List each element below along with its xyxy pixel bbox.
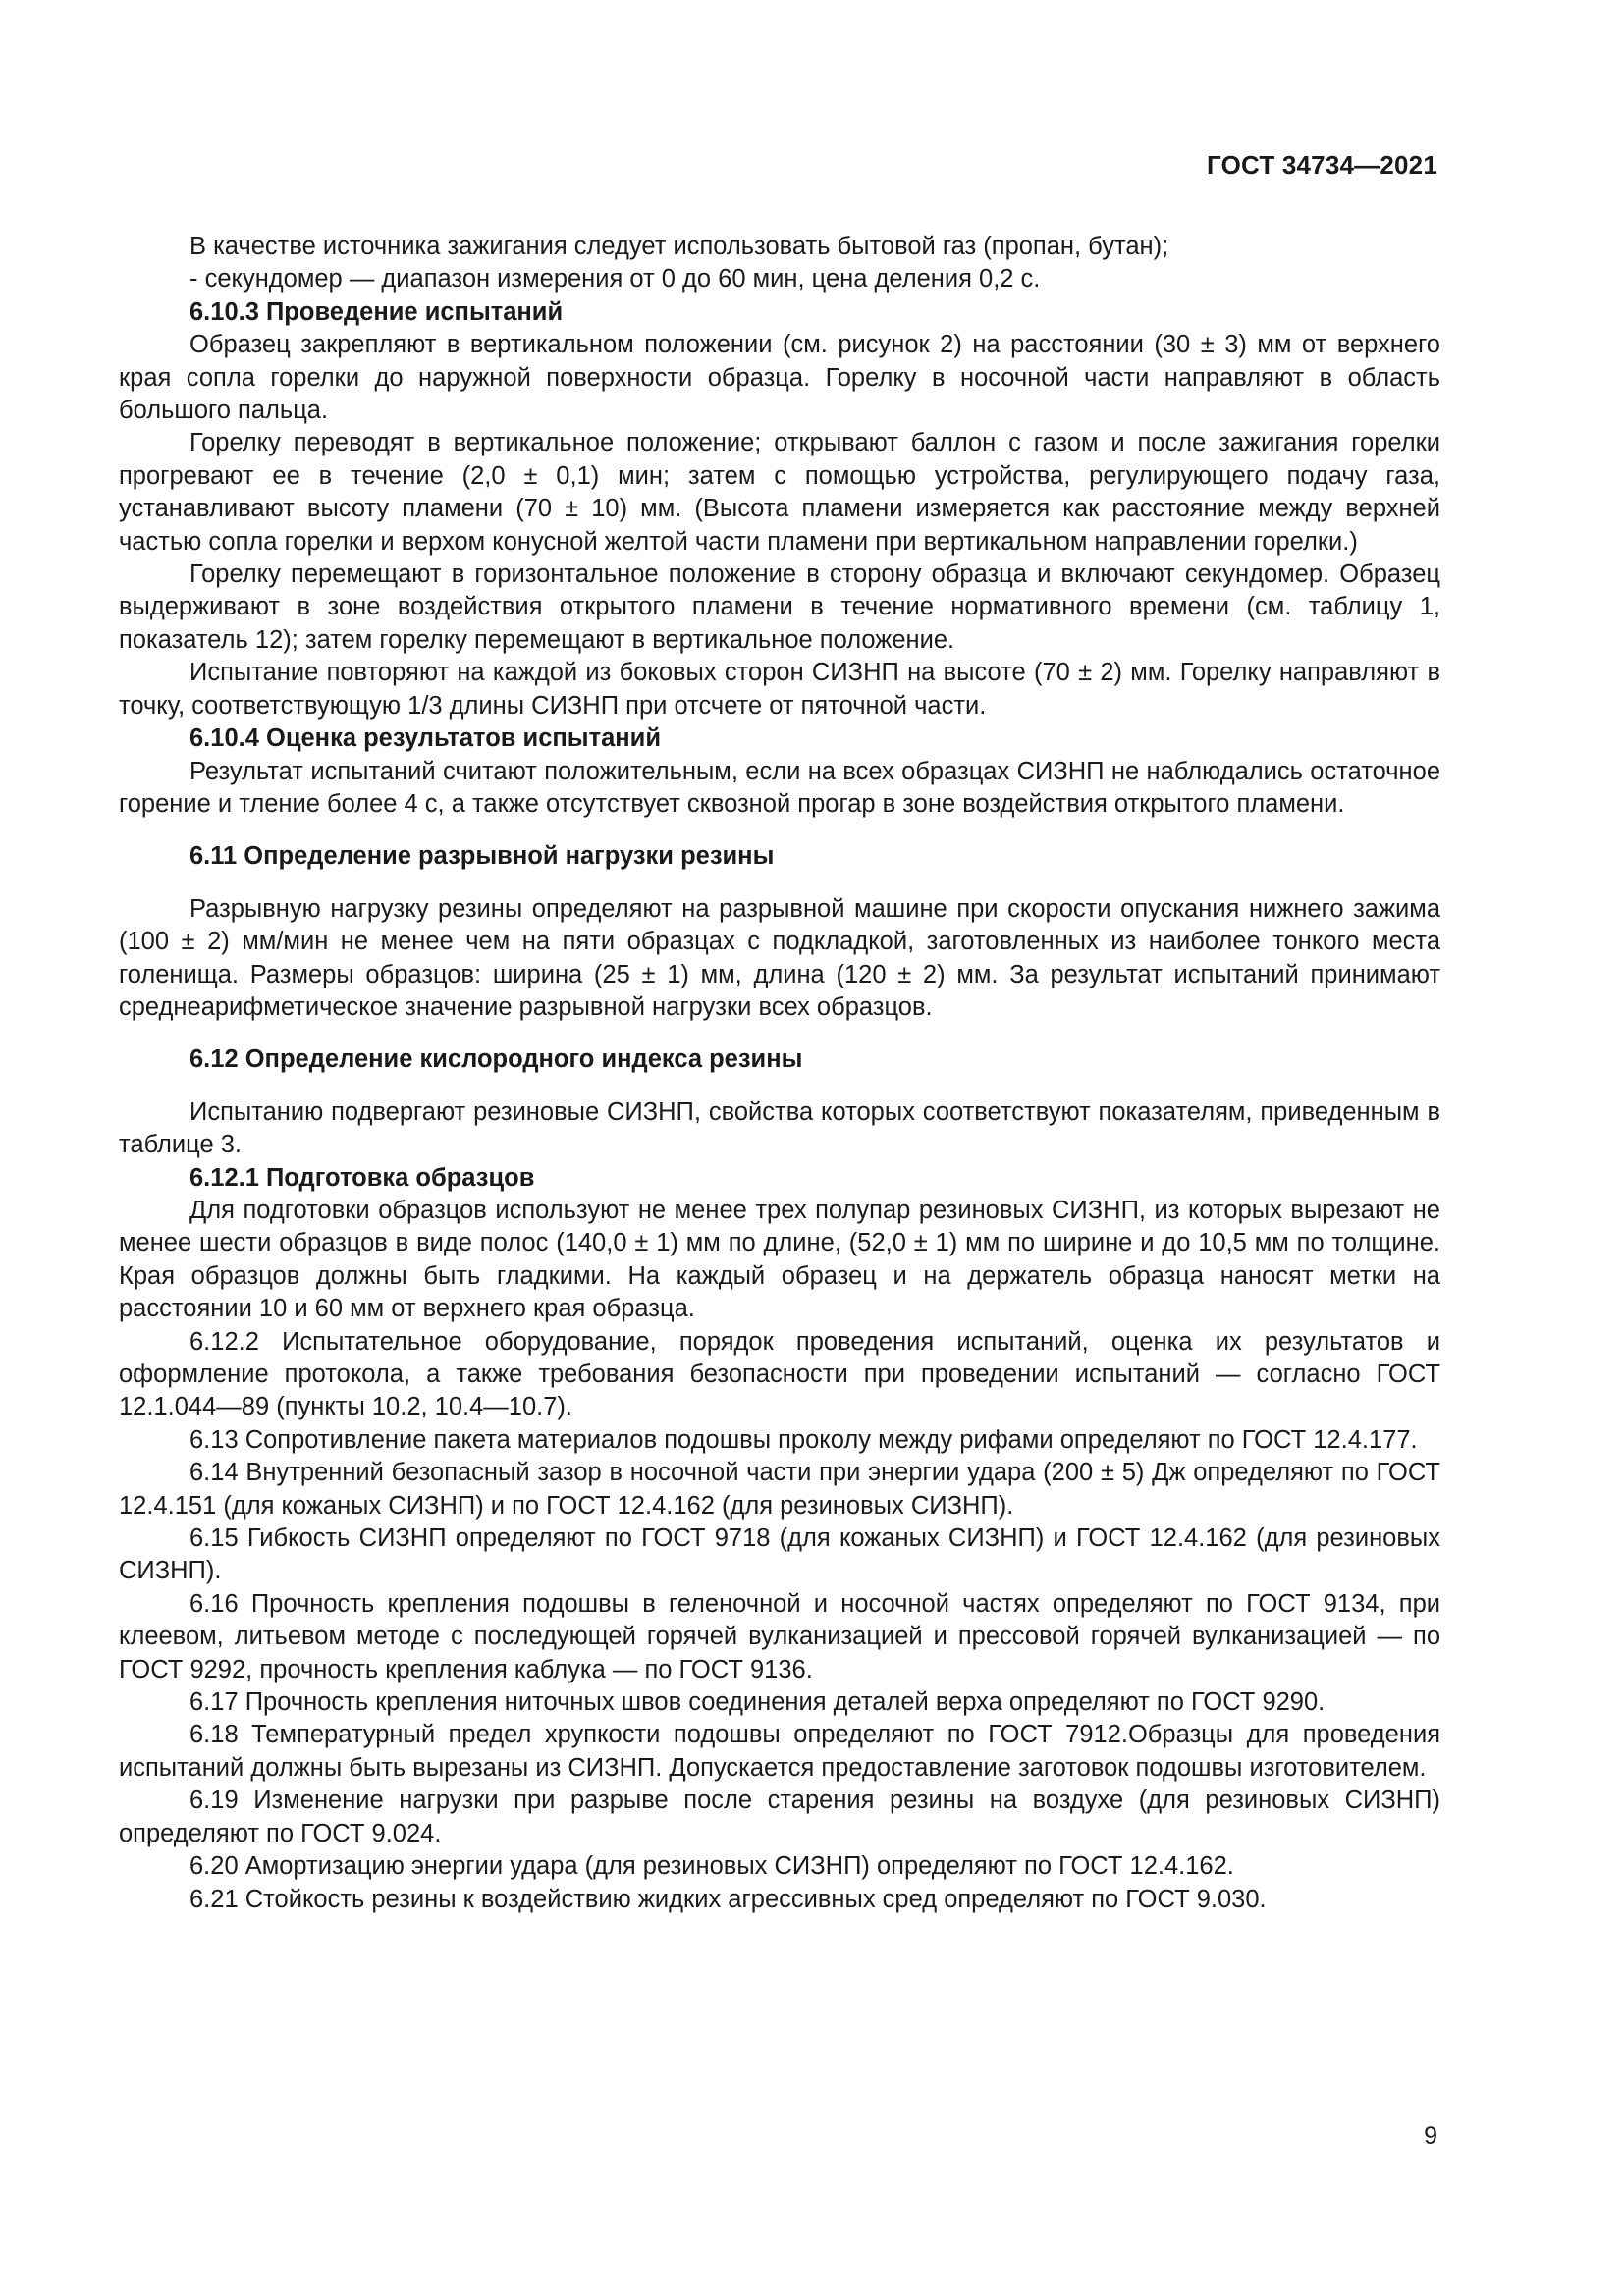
paragraph: Результат испытаний считают положительным, если на всех образцах СИЗНП не наблюдались остаточное горение и тление более 4 с, а также отсутствует сквозной прогар в зоне воздействия открытого пламени. <box>119 757 1440 818</box>
document-body <box>119 231 1440 1916</box>
paragraph: Горелку переводят в вертикальное положение; открывают баллон с газом и после зажигания горелки прогревают ее в течение (2,0 ± 0,1) мин; затем с помощью устройства, регулирующего подачу газа, устанавливают высоту пламени (70 ± 10) мм. (Высота пламени измеряется как расстояние между верхней частью сопла горелки и верхом конусной желтой части пламени при вертикальном направлении горелки.) <box>119 429 1440 556</box>
paragraph: 6.18 Температурный предел хрупкости подошвы определяют по ГОСТ 7912.Образцы для проведения испытаний должны быть вырезаны из СИЗНП. Допускается предоставление заготовок подошвы изготовителем. <box>119 1721 1440 1782</box>
paragraph: Для подготовки образцов используют не менее трех полупар резиновых СИЗНП, из которых вырезают не менее шести образцов в виде полос (140,0 ± 1) мм по длине, (52,0 ± 1) мм по ширине и до 10,5 мм по толщине. Края образцов должны быть гладкими. На каждый образец и на держатель образца наносят метки на расстоянии 10 и 60 мм от верхнего края образца. <box>119 1196 1440 1323</box>
paragraph: Горелку перемещают в горизонтальное положение в сторону образца и включают секундомер. Образец выдерживают в зоне воздействия открытого пламени в течение нормативного времени (см. таблицу 1, показатель 12); затем горелку перемещают в вертикальное положение. <box>119 561 1440 654</box>
section-heading: 6.12 Определение кислородного индекса резины <box>189 1045 803 1074</box>
paragraph: Разрывную нагрузку резины определяют на разрывной машине при скорости опускания нижнего зажима (100 ± 2) мм/мин не менее чем на пяти образцах с подкладкой, заготовленных из наиболее тонкого места голенища. Размеры образцов: ширина (25 ± 1) мм, длина (120 ± 2) мм. За результат испытаний принимают среднеарифметическое значение разрывной нагрузки всех образцов. <box>119 894 1440 1021</box>
paragraph: В качестве источника зажигания следует использовать бытовой газ (пропан, бутан); <box>189 233 1169 260</box>
section-heading: 6.10.3 Проведение испытаний <box>189 297 564 326</box>
paragraph: 6.16 Прочность крепления подошвы в геленочной и носочной частях определяют по ГОСТ 9134, при клеевом, литьевом методе с последующей горячей вулканизацией и прессовой горячей вулканизацией — по ГОСТ 9292, прочность крепления каблука — по ГОСТ 9136. <box>119 1589 1440 1683</box>
paragraph: Испытанию подвергают резиновые СИЗНП, свойства которых соответствуют показателям, приведенным в таблице 3. <box>119 1097 1440 1159</box>
paragraph: 6.13 Сопротивление пакета материалов подошвы проколу между рифами определяют по ГОСТ 12.4.177. <box>189 1425 1418 1454</box>
list-item: - секундомер — диапазон измерения от 0 до 60 мин, цена деления 0,2 с. <box>189 265 1041 294</box>
paragraph: 6.15 Гибкость СИЗНП определяют по ГОСТ 9718 (для кожаных СИЗНП) и ГОСТ 12.4.162 (для резиновых СИЗНП). <box>119 1524 1440 1585</box>
section-heading: 6.12.1 Подготовка образцов <box>189 1163 535 1192</box>
paragraph: 6.21 Стойкость резины к воздействию жидких агрессивных сред определяют по ГОСТ 9.030. <box>189 1885 1267 1913</box>
paragraph: 6.20 Амортизацию энергии удара (для резиновых СИЗНП) определяют по ГОСТ 12.4.162. <box>189 1852 1234 1881</box>
document-header: ГОСТ 34734—2021 <box>1207 150 1437 180</box>
section-heading: 6.11 Определение разрывной нагрузки резины <box>189 842 775 871</box>
paragraph: 6.14 Внутренний безопасный зазор в носочной части при энергии удара (200 ± 5) Дж определяют по ГОСТ 12.4.151 (для кожаных СИЗНП) и по ГОСТ 12.4.162 (для резиновых СИЗНП). <box>119 1459 1440 1520</box>
paragraph: 6.12.2 Испытательное оборудование, порядок проведения испытаний, оценка их результатов и оформление протокола, а также требования безопасности при проведении испытаний — согласно ГОСТ 12.1.044—89 (пункты 10.2, 10.4—10.7). <box>119 1327 1440 1421</box>
page-number: 9 <box>1424 2122 1437 2150</box>
paragraph: 6.19 Изменение нагрузки при разрыве после старения резины на воздухе (для резиновых СИЗНП) определяют по ГОСТ 9.024. <box>119 1787 1440 1847</box>
paragraph: Испытание повторяют на каждой из боковых сторон СИЗНП на высоте (70 ± 2) мм. Горелку направляют в точку, соответствующую 1/3 длины СИЗНП при отсчете от пяточной части. <box>119 659 1440 720</box>
paragraph: Образец закрепляют в вертикальном положении (см. рисунок 2) на расстоянии (30 ± 3) мм от верхнего края сопла горелки до наружной поверхности образца. Горелку в носочной части направляют в область большого пальца. <box>119 331 1440 425</box>
section-heading: 6.10.4 Оценка результатов испытаний <box>189 724 662 753</box>
paragraph: 6.17 Прочность крепления ниточных швов соединения деталей верха определяют по ГОСТ 9290. <box>189 1688 1326 1717</box>
